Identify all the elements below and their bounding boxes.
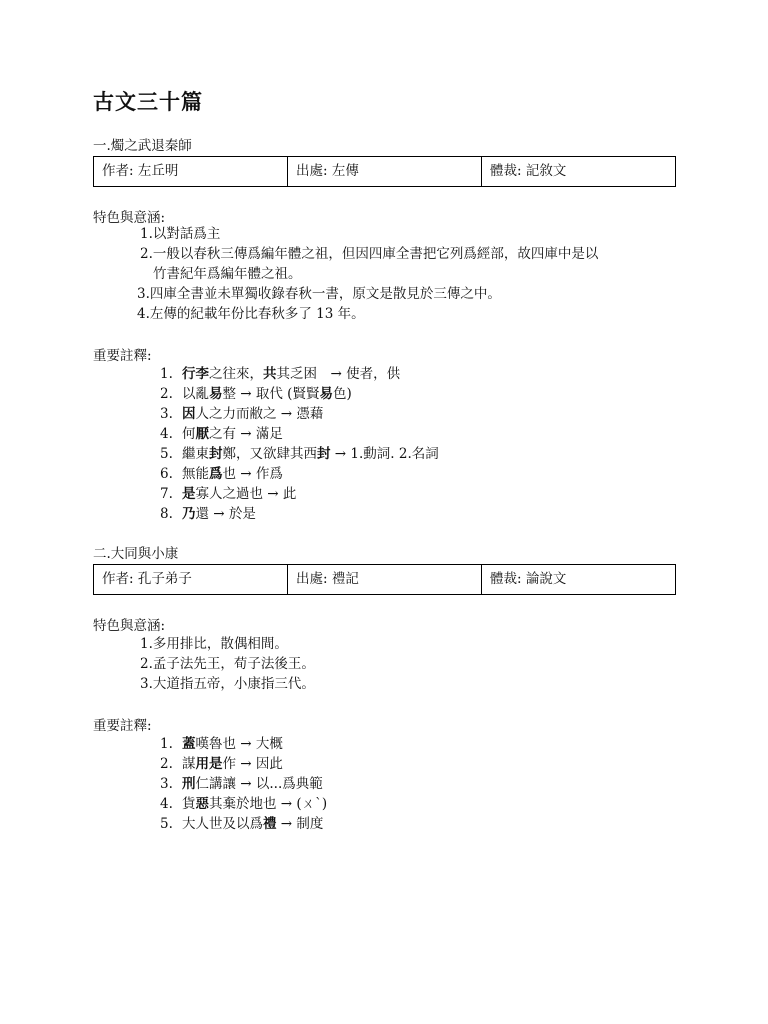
note-item <box>160 484 296 504</box>
feature-item: 1.多用排比，散偶相間。 <box>140 636 288 652</box>
note-text: → 制度 <box>276 816 324 832</box>
note-keyword: 行李 <box>182 366 209 382</box>
info-table <box>93 156 676 187</box>
note-keyword: 乃 <box>182 506 196 522</box>
note-text: 無能 <box>182 466 209 482</box>
note-keyword: 厭 <box>195 426 209 442</box>
note-item <box>160 364 400 384</box>
note-text: 作 → 因此 <box>222 756 283 772</box>
note-number: 8. <box>160 506 173 522</box>
note-text: 何 <box>182 426 196 442</box>
note-keyword: 惡 <box>195 796 209 812</box>
feature-item: 2.孟子法先王，荀子法後王。 <box>140 656 315 672</box>
author-cell: 作者: 左丘明 <box>94 157 288 186</box>
note-text: 仁講讓 → 以...爲典範 <box>195 776 323 792</box>
note-keyword: 爲 <box>209 466 223 482</box>
note-text: 寡人之過也 → 此 <box>195 486 297 502</box>
note-number: 7. <box>160 486 173 502</box>
note-item <box>160 384 352 404</box>
note-text: 人之力而敝之 → 憑藉 <box>195 406 324 422</box>
note-number: 4. <box>160 796 173 812</box>
note-text: 貨 <box>182 796 196 812</box>
note-text: → 1.動詞. 2.名詞 <box>330 446 439 462</box>
note-number: 3. <box>160 406 173 422</box>
note-number: 1. <box>160 366 173 382</box>
note-number: 1. <box>160 736 173 752</box>
note-keyword: 刑 <box>182 776 196 792</box>
note-item <box>160 774 323 794</box>
note-keyword: 封 <box>317 446 331 462</box>
note-item <box>160 794 327 814</box>
note-keyword: 封 <box>209 446 223 462</box>
note-number: 5. <box>160 816 173 832</box>
note-text: 還 → 於是 <box>195 506 256 522</box>
note-item <box>160 754 283 774</box>
note-number: 5. <box>160 446 173 462</box>
note-number: 2. <box>160 386 173 402</box>
source-cell: 出處: 左傳 <box>288 157 482 186</box>
note-text: 鄭，又欲肆其西 <box>222 446 317 462</box>
note-text: 其棄於地也 → (ㄨˋ) <box>209 796 328 812</box>
section-heading: 一.燭之武退秦師 <box>93 138 192 154</box>
note-number: 2. <box>160 756 173 772</box>
note-keyword: 禮 <box>263 816 277 832</box>
note-text: 謀 <box>182 756 196 772</box>
notes-label: 重要註釋: <box>93 718 152 734</box>
info-table <box>93 564 676 595</box>
note-text: 之有 → 滿足 <box>209 426 283 442</box>
note-text: 以亂 <box>182 386 209 402</box>
note-item <box>160 444 439 464</box>
feature-item: 2.一般以春秋三傳爲編年體之祖，但因四庫全書把它列爲經部，故四庫中是以 <box>140 246 599 262</box>
feature-item: 4.左傳的紀載年份比春秋多了 13 年。 <box>137 306 365 322</box>
note-keyword: 易 <box>209 386 223 402</box>
note-keyword: 蓋 <box>182 736 196 752</box>
note-text: 整 → 取代 (賢賢 <box>222 386 320 402</box>
note-text: 之往來， <box>209 366 263 382</box>
note-item <box>160 814 323 834</box>
feature-item: 3.四庫全書並未單獨收錄春秋一書，原文是散見於三傳之中。 <box>137 286 501 302</box>
note-item <box>160 404 323 424</box>
note-text: 色) <box>332 386 352 402</box>
note-text: 大人世及以爲 <box>182 816 263 832</box>
note-keyword: 用是 <box>195 756 223 772</box>
note-keyword: 是 <box>182 486 196 502</box>
note-item <box>160 734 283 754</box>
note-item <box>160 464 283 484</box>
note-keyword: 易 <box>319 386 333 402</box>
page-title: 古文三十篇 <box>93 90 203 114</box>
note-text: 也 → 作爲 <box>222 466 283 482</box>
author-cell: 作者: 孔子弟子 <box>94 565 288 594</box>
genre-cell: 體裁: 記敘文 <box>490 163 567 179</box>
feature-item: 竹書紀年爲編年體之祖。 <box>153 266 302 282</box>
note-text: 其乏困 → 使者，供 <box>276 366 401 382</box>
feature-item: 3.大道指五帝，小康指三代。 <box>140 676 315 692</box>
note-text: 繼東 <box>182 446 209 462</box>
note-number: 3. <box>160 776 173 792</box>
genre-cell: 體裁: 論說文 <box>490 571 567 587</box>
note-keyword: 共 <box>263 366 277 382</box>
section-heading: 二.大同與小康 <box>93 546 179 562</box>
notes-label: 重要註釋: <box>93 348 152 364</box>
features-label: 特色與意涵: <box>93 210 166 226</box>
note-text: 嘆魯也 → 大概 <box>195 736 283 752</box>
feature-item: 1.以對話爲主 <box>140 226 221 242</box>
note-number: 6. <box>160 466 173 482</box>
note-item <box>160 504 256 524</box>
note-item <box>160 424 283 444</box>
source-cell: 出處: 禮記 <box>288 565 482 594</box>
features-label: 特色與意涵: <box>93 618 166 634</box>
note-keyword: 因 <box>182 406 196 422</box>
note-number: 4. <box>160 426 173 442</box>
